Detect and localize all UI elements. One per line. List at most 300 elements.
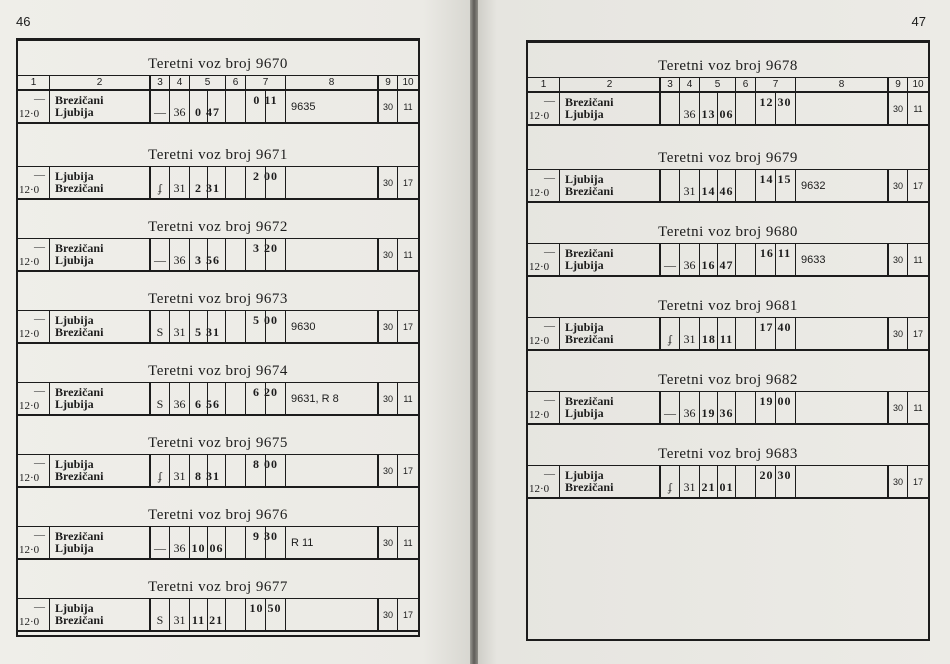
symbol-mark: — [664, 258, 676, 272]
load-value: 17 [912, 328, 923, 339]
symbol-mark: S [156, 613, 164, 627]
train-block [528, 443, 928, 517]
arrival-time: 10 50 [249, 601, 282, 615]
length-cell [528, 244, 560, 275]
train-block [18, 576, 418, 648]
connection-note: 9631, R 8 [291, 392, 339, 405]
train-block [528, 221, 928, 295]
symbol-mark: — [154, 105, 166, 119]
speed-value: 30 [892, 328, 903, 339]
departure-time: 6 56 [195, 397, 220, 411]
train-length: 12·0 [529, 110, 550, 122]
empty-cell [226, 311, 246, 342]
column-header: 7 [756, 78, 796, 91]
symbol-cell [660, 392, 680, 423]
arrival-cell [756, 170, 796, 201]
symbol-mark: — [664, 406, 676, 420]
train-row [528, 317, 928, 351]
origin-station: Ljubija [565, 320, 604, 334]
track-cell [170, 383, 190, 414]
column-header: 2 [560, 78, 660, 91]
train-row [18, 166, 418, 200]
speed-value: 30 [382, 393, 393, 404]
dash-mark: — [34, 385, 45, 397]
origin-station: Brezičani [55, 93, 104, 107]
stations-cell [560, 93, 660, 124]
train-row [18, 90, 418, 124]
empty-cell [226, 239, 246, 270]
load-cell [908, 170, 928, 201]
load-value: 11 [913, 254, 923, 265]
column-header: 1 [18, 76, 50, 89]
departure-cell [700, 93, 736, 124]
timetable-frame [526, 40, 930, 641]
train-row [18, 526, 418, 560]
destination-station: Brezičani [55, 325, 104, 339]
origin-station: Ljubija [565, 172, 604, 186]
stations-cell [560, 244, 660, 275]
length-cell [18, 91, 50, 122]
note-cell [796, 318, 888, 349]
note-cell [286, 383, 378, 414]
origin-station: Ljubija [55, 313, 94, 327]
departure-cell [190, 455, 226, 486]
track-number: 31 [173, 325, 186, 339]
speed-cell [378, 167, 398, 198]
departure-time: 8 31 [195, 469, 220, 483]
symbol-cell [660, 93, 680, 124]
train-length: 12·0 [19, 256, 40, 268]
arrival-cell [756, 93, 796, 124]
train-length: 12·0 [19, 616, 40, 628]
note-cell [796, 244, 888, 275]
train-length: 12·0 [529, 335, 550, 347]
departure-cell [700, 466, 736, 497]
stations-cell [50, 167, 150, 198]
train-title: Teretni voz broj 9676 [148, 507, 288, 523]
load-cell [398, 599, 418, 630]
train-title: Teretni voz broj 9680 [658, 224, 798, 240]
empty-cell [736, 466, 756, 497]
destination-station: Ljubija [55, 105, 94, 119]
speed-cell [378, 383, 398, 414]
train-title: Teretni voz broj 9682 [658, 372, 798, 388]
speed-cell [888, 392, 908, 423]
arrival-time: 3 20 [253, 241, 278, 255]
length-cell [18, 239, 50, 270]
left-page [0, 0, 470, 664]
connection-note: 9630 [291, 320, 316, 333]
arrival-time: 0 11 [253, 93, 278, 107]
arrival-cell [756, 244, 796, 275]
arrival-time: 5 00 [253, 313, 278, 327]
speed-value: 30 [892, 402, 903, 413]
train-block [18, 216, 418, 288]
train-block [18, 432, 418, 504]
destination-station: Ljubija [55, 397, 94, 411]
symbol-mark: ʄ [158, 469, 162, 483]
empty-cell [736, 93, 756, 124]
length-cell [528, 93, 560, 124]
stations-cell [50, 599, 150, 630]
origin-station: Brezičani [55, 385, 104, 399]
symbol-cell [660, 318, 680, 349]
arrival-cell [246, 91, 286, 122]
speed-value: 30 [382, 465, 393, 476]
arrival-time: 16 11 [759, 246, 792, 260]
stations-cell [560, 392, 660, 423]
origin-station: Brezičani [565, 394, 614, 408]
origin-station: Brezičani [55, 529, 104, 543]
load-value: 17 [402, 321, 413, 332]
origin-station: Brezičani [565, 95, 614, 109]
speed-cell [378, 455, 398, 486]
arrival-cell [246, 239, 286, 270]
speed-cell [888, 466, 908, 497]
note-cell [286, 311, 378, 342]
track-number: 36 [173, 253, 186, 267]
train-title: Teretni voz broj 9672 [148, 219, 288, 235]
load-value: 17 [912, 180, 923, 191]
stations-cell [560, 170, 660, 201]
train-title: Teretni voz broj 9673 [148, 291, 288, 307]
train-block [528, 369, 928, 443]
train-row [18, 238, 418, 272]
column-header: 1 [528, 78, 560, 91]
book-gutter [470, 0, 478, 664]
load-value: 11 [403, 537, 413, 548]
train-title: Teretni voz broj 9683 [658, 446, 798, 462]
column-header: 8 [286, 76, 378, 89]
train-block [18, 53, 418, 144]
train-row [528, 465, 928, 499]
load-value: 11 [913, 103, 923, 114]
departure-cell [190, 527, 226, 558]
dash-mark: — [544, 468, 555, 480]
departure-time: 10 06 [191, 541, 224, 555]
origin-station: Ljubija [565, 468, 604, 482]
load-cell [398, 239, 418, 270]
train-length: 12·0 [529, 483, 550, 495]
destination-station: Ljubija [55, 253, 94, 267]
departure-time: 16 47 [701, 258, 734, 272]
length-cell [18, 455, 50, 486]
train-title: Teretni voz broj 9674 [148, 363, 288, 379]
length-cell [528, 466, 560, 497]
track-number: 36 [173, 397, 186, 411]
train-title: Teretni voz broj 9670 [148, 56, 288, 72]
column-header: 4 [170, 76, 190, 89]
load-cell [908, 466, 928, 497]
symbol-cell [150, 91, 170, 122]
departure-cell [190, 167, 226, 198]
empty-cell [226, 455, 246, 486]
column-header: 7 [246, 76, 286, 89]
note-cell [286, 91, 378, 122]
load-value: 17 [912, 476, 923, 487]
track-number: 31 [173, 181, 186, 195]
track-cell [170, 455, 190, 486]
track-cell [170, 167, 190, 198]
speed-value: 30 [892, 476, 903, 487]
track-cell [170, 311, 190, 342]
speed-value: 30 [892, 103, 903, 114]
track-cell [680, 392, 700, 423]
track-cell [680, 318, 700, 349]
departure-time: 19 36 [701, 406, 734, 420]
empty-cell [736, 170, 756, 201]
track-number: 31 [683, 480, 696, 494]
speed-value: 30 [382, 321, 393, 332]
connection-note: 9632 [801, 179, 826, 192]
arrival-cell [246, 311, 286, 342]
train-row [528, 169, 928, 203]
column-header: 9 [378, 76, 398, 89]
empty-cell [226, 527, 246, 558]
note-cell [796, 170, 888, 201]
train-length: 12·0 [19, 544, 40, 556]
dash-mark: — [34, 93, 45, 105]
track-number: 31 [683, 332, 696, 346]
symbol-mark: — [154, 541, 166, 555]
symbol-cell [150, 599, 170, 630]
column-header: 8 [796, 78, 888, 91]
train-length: 12·0 [19, 472, 40, 484]
length-cell [528, 392, 560, 423]
symbol-cell [150, 527, 170, 558]
train-title: Teretni voz broj 9679 [658, 150, 798, 166]
speed-cell [378, 239, 398, 270]
arrival-time: 6 20 [253, 385, 278, 399]
load-value: 11 [403, 393, 413, 404]
departure-cell [700, 392, 736, 423]
connection-note: 9633 [801, 253, 826, 266]
length-cell [18, 527, 50, 558]
train-row [528, 92, 928, 126]
dash-mark: — [34, 529, 45, 541]
track-number: 36 [173, 541, 186, 555]
stations-cell [50, 91, 150, 122]
destination-station: Brezičani [565, 332, 614, 346]
departure-cell [700, 170, 736, 201]
arrival-cell [756, 392, 796, 423]
empty-cell [226, 383, 246, 414]
track-number: 36 [683, 258, 696, 272]
departure-time: 0 47 [195, 105, 220, 119]
speed-cell [378, 311, 398, 342]
departure-cell [190, 311, 226, 342]
load-cell [398, 527, 418, 558]
stations-cell [560, 466, 660, 497]
departure-cell [700, 244, 736, 275]
train-block [18, 144, 418, 216]
stations-cell [50, 455, 150, 486]
timetable-frame [16, 38, 420, 637]
origin-station: Brezičani [565, 246, 614, 260]
destination-station: Ljubija [565, 107, 604, 121]
empty-cell [736, 244, 756, 275]
track-number: 31 [683, 184, 696, 198]
departure-cell [700, 318, 736, 349]
column-header: 6 [736, 78, 756, 91]
note-cell [286, 167, 378, 198]
arrival-time: 17 40 [759, 320, 792, 334]
load-cell [908, 93, 928, 124]
speed-value: 30 [382, 249, 393, 260]
column-header: 5 [190, 76, 226, 89]
track-cell [170, 527, 190, 558]
track-number: 36 [683, 107, 696, 121]
note-cell [286, 239, 378, 270]
destination-station: Brezičani [565, 184, 614, 198]
symbol-cell [660, 466, 680, 497]
column-header: 9 [888, 78, 908, 91]
arrival-cell [246, 455, 286, 486]
column-header: 10 [402, 77, 414, 88]
origin-station: Ljubija [55, 169, 94, 183]
destination-station: Ljubija [565, 258, 604, 272]
departure-time: 21 01 [701, 480, 734, 494]
departure-time: 14 46 [701, 184, 734, 198]
train-length: 12·0 [529, 409, 550, 421]
load-value: 11 [403, 101, 413, 112]
speed-cell [888, 318, 908, 349]
track-number: 31 [173, 613, 186, 627]
dash-mark: — [34, 457, 45, 469]
track-cell [170, 239, 190, 270]
dash-mark: — [544, 394, 555, 406]
stations-cell [50, 527, 150, 558]
departure-time: 13 06 [701, 107, 734, 121]
note-cell [286, 455, 378, 486]
speed-value: 30 [382, 609, 393, 620]
arrival-cell [756, 466, 796, 497]
departure-time: 2 31 [195, 181, 220, 195]
dash-mark: — [34, 241, 45, 253]
arrival-time: 14 15 [759, 172, 792, 186]
train-title: Teretni voz broj 9681 [658, 298, 798, 314]
train-block [18, 504, 418, 576]
length-cell [18, 167, 50, 198]
arrival-time: 8 00 [253, 457, 278, 471]
connection-note: 9635 [291, 100, 316, 113]
arrival-time: 19 00 [759, 394, 792, 408]
load-value: 17 [402, 609, 413, 620]
stations-cell [50, 311, 150, 342]
train-row [528, 243, 928, 277]
symbol-cell [660, 244, 680, 275]
symbol-cell [150, 311, 170, 342]
origin-station: Ljubija [55, 601, 94, 615]
page-number: 47 [911, 14, 926, 29]
symbol-cell [150, 455, 170, 486]
speed-cell [378, 599, 398, 630]
speed-value: 30 [382, 537, 393, 548]
speed-cell [378, 527, 398, 558]
column-header: 6 [226, 76, 246, 89]
train-length: 12·0 [529, 261, 550, 273]
train-block [528, 295, 928, 369]
symbol-mark: S [156, 397, 164, 411]
arrival-cell [756, 318, 796, 349]
length-cell [18, 311, 50, 342]
dash-mark: — [544, 320, 555, 332]
right-page [478, 0, 950, 664]
train-row [18, 598, 418, 632]
column-header: 2 [50, 76, 150, 89]
train-block [528, 147, 928, 221]
dash-mark: — [34, 313, 45, 325]
column-header: 5 [700, 78, 736, 91]
train-block [528, 55, 928, 147]
symbol-mark: ʄ [668, 332, 672, 346]
track-number: 31 [173, 469, 186, 483]
destination-station: Brezičani [55, 469, 104, 483]
train-row [18, 382, 418, 416]
connection-note: R 11 [291, 536, 314, 549]
departure-time: 5 31 [195, 325, 220, 339]
column-header: 10 [912, 79, 924, 90]
speed-value: 30 [382, 101, 393, 112]
load-cell [908, 318, 928, 349]
symbol-cell [150, 239, 170, 270]
note-cell [796, 392, 888, 423]
train-length: 12·0 [19, 184, 40, 196]
speed-value: 30 [382, 177, 393, 188]
column-header-row [18, 75, 418, 90]
symbol-mark: S [156, 325, 164, 339]
speed-cell [888, 244, 908, 275]
speed-cell [888, 170, 908, 201]
train-block [18, 288, 418, 360]
track-cell [680, 244, 700, 275]
arrival-time: 2 00 [253, 169, 278, 183]
note-cell [286, 599, 378, 630]
symbol-cell [150, 167, 170, 198]
empty-cell [226, 599, 246, 630]
arrival-time: 9 30 [253, 529, 278, 543]
note-cell [796, 466, 888, 497]
arrival-time: 12 30 [759, 95, 792, 109]
destination-station: Brezičani [55, 613, 104, 627]
departure-time: 3 56 [195, 253, 220, 267]
empty-cell [226, 167, 246, 198]
symbol-mark: ʄ [158, 181, 162, 195]
empty-cell [226, 91, 246, 122]
load-cell [908, 244, 928, 275]
destination-station: Brezičani [55, 181, 104, 195]
track-cell [680, 466, 700, 497]
arrival-time: 20 30 [759, 468, 792, 482]
load-value: 11 [403, 249, 413, 260]
train-title: Teretni voz broj 9677 [148, 579, 288, 595]
length-cell [528, 170, 560, 201]
length-cell [18, 383, 50, 414]
track-cell [680, 170, 700, 201]
symbol-cell [150, 383, 170, 414]
train-length: 12·0 [19, 108, 40, 120]
track-number: 36 [683, 406, 696, 420]
departure-time: 11 21 [191, 613, 224, 627]
destination-station: Ljubija [55, 541, 94, 555]
arrival-cell [246, 527, 286, 558]
train-title: Teretni voz broj 9671 [148, 147, 288, 163]
dash-mark: — [544, 246, 555, 258]
train-block [18, 360, 418, 432]
load-cell [398, 383, 418, 414]
column-header-row [528, 77, 928, 92]
destination-station: Ljubija [565, 406, 604, 420]
